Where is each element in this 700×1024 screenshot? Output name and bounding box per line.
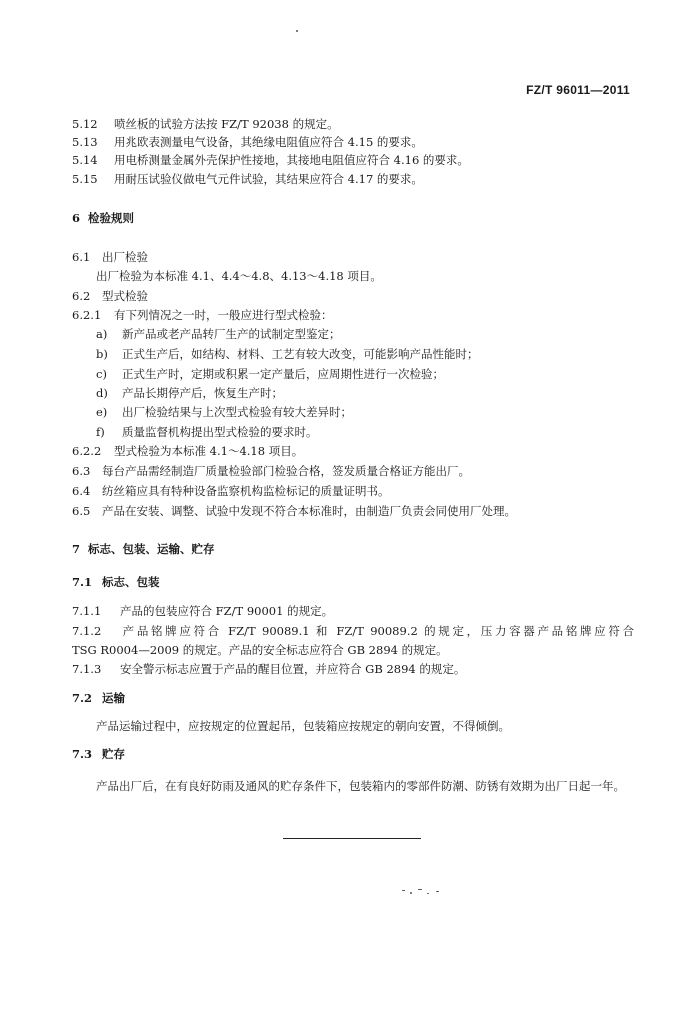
scan-speck xyxy=(418,889,422,890)
clause-7-1-heading: 7.1 标志、包装 xyxy=(72,575,160,589)
clause-7-3-heading: 7.3 贮存 xyxy=(72,747,125,761)
clause-6-2-2: 6.2.2 型式检验为本标准 4.1～4.18 项目。 xyxy=(72,444,304,458)
list-item-c: c) 正式生产时，定期或积累一定产量后，应周期性进行一次检验； xyxy=(96,367,444,381)
scan-speck xyxy=(402,890,405,891)
clause-6-5: 6.5 产品在安装、调整、试验中发现不符合本标准时，由制造厂负责会同使用厂处理。 xyxy=(72,504,516,518)
clause-7-2-body: 产品运输过程中，应按规定的位置起吊，包装箱应按规定的朝向安置，不得倾倒。 xyxy=(96,719,510,733)
clause-5-15 xyxy=(72,171,634,187)
clause-6-4: 6.4 纺丝箱应具有特种设备监察机构监检标记的质量证明书。 xyxy=(72,484,390,498)
scan-speck xyxy=(296,30,298,32)
clause-number: 5.15 xyxy=(72,172,98,186)
scan-speck xyxy=(427,893,429,894)
clause-5-12 xyxy=(72,116,634,132)
clause-text: 喷丝板的试验方法按 FZ/T 92038 的规定。 xyxy=(114,117,339,131)
section-title: 标志、包装、运输、贮存 xyxy=(88,542,215,556)
clause-text: 用兆欧表测量电气设备，其绝缘电阻值应符合 4.15 的要求。 xyxy=(114,135,423,149)
list-item-d: d) 产品长期停产后，恢复生产时； xyxy=(96,386,283,400)
list-item-b: b) 正式生产后，如结构、材料、工艺有较大改变，可能影响产品性能时； xyxy=(96,347,479,361)
list-item-a: a) 新产品或老产品转厂生产的试制定型鉴定； xyxy=(96,327,341,341)
clause-number: 5.12 xyxy=(72,117,98,131)
clause-7-1-3: 7.1.3 安全警示标志应置于产品的醒目位置，并应符合 GB 2894 的规定。 xyxy=(72,662,466,676)
clause-number: 5.14 xyxy=(72,153,98,167)
clause-text: 用电桥测量金属外壳保护性接地，其接地电阻值应符合 4.16 的要求。 xyxy=(114,153,469,167)
clause-6-2-1: 6.2.1 有下列情况之一时，一般应进行型式检验： xyxy=(72,308,333,322)
clause-5-13 xyxy=(72,134,634,150)
clause-5-14 xyxy=(72,152,634,168)
clause-7-3-body: 产品出厂后，在有良好防雨及通风的贮存条件下，包装箱内的零部件防潮、防锈有效期为出厂日起一年。 xyxy=(96,779,625,793)
clause-6-3: 6.3 每台产品需经制造厂质量检验部门检验合格，签发质量合格证方能出厂。 xyxy=(72,464,470,478)
clause-7-1-2-line1: 7.1.2 产品铭牌应符合 FZ/T 90089.1 和 FZ/T 90089.2 的规定，压力容器产品铭牌应符合 xyxy=(72,624,634,638)
section-title: 检验规则 xyxy=(88,211,134,225)
clause-6-1-body: 出厂检验为本标准 4.1、4.4～4.8、4.13～4.18 项目。 xyxy=(96,269,382,283)
clause-6-1-heading: 6.1 出厂检验 xyxy=(72,250,148,264)
list-item-f: f) 质量监督机构提出型式检验的要求时。 xyxy=(96,425,318,439)
section-6-heading: 6 检验规则 xyxy=(72,211,134,225)
scan-speck xyxy=(436,891,439,892)
clause-text: 用耐压试验仪做电气元件试验，其结果应符合 4.17 的要求。 xyxy=(114,172,423,186)
clause-7-1-1: 7.1.1 产品的包装应符合 FZ/T 90001 的规定。 xyxy=(72,604,334,618)
clause-7-2-heading: 7.2 运输 xyxy=(72,691,125,705)
end-of-document-rule xyxy=(283,838,421,839)
scan-speck xyxy=(410,892,412,894)
list-item-e: e) 出厂检验结果与上次型式检验有较大差异时； xyxy=(96,405,352,419)
section-7-heading: 7 标志、包装、运输、贮存 xyxy=(72,542,215,556)
clause-7-1-2-line2: TSG R0004—2009 的规定。产品的安全标志应符合 GB 2894 的规定。 xyxy=(72,643,448,657)
clause-6-2-heading: 6.2 型式检验 xyxy=(72,289,148,303)
clause-number: 5.13 xyxy=(72,135,98,149)
standard-code-header: FZ/T 96011—2011 xyxy=(526,83,630,97)
